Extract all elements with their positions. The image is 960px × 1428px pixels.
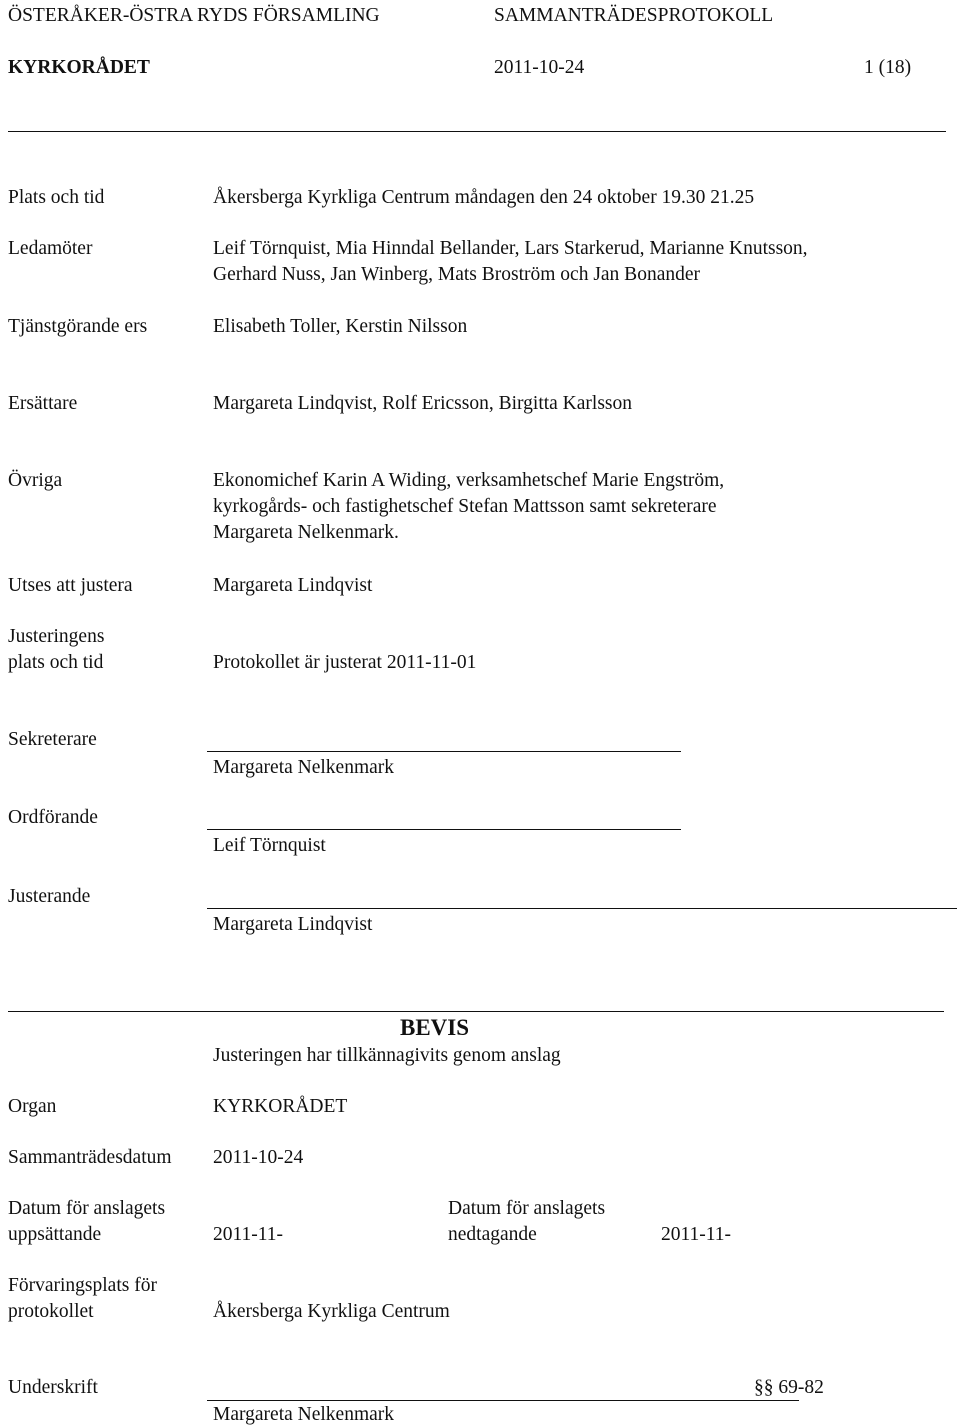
- storage-value: Åkersberga Kyrkliga Centrum: [213, 1301, 450, 1322]
- organ-value: KYRKORÅDET: [213, 1096, 348, 1117]
- bevis-subtitle: Justeringen har tillkännagivits genom anslag: [213, 1045, 561, 1066]
- document-type: SAMMANTRÄDESPROTOKOLL: [494, 5, 774, 26]
- chair-name: Leif Törnquist: [213, 835, 326, 856]
- others-line: Margareta Nelkenmark.: [213, 522, 399, 543]
- chair-signature-line: [207, 829, 681, 830]
- paragraph-range: §§ 69-82: [754, 1377, 824, 1398]
- serving-value: Elisabeth Toller, Kerstin Nilsson: [213, 316, 468, 337]
- adjust-place-label: [8, 624, 104, 676]
- removal-label: [448, 1196, 605, 1248]
- adjuster-label: Utses att justera: [8, 575, 133, 596]
- parish-name: ÖSTERÅKER-ÖSTRA RYDS FÖRSAMLING: [8, 5, 380, 26]
- adjust-place-label-line: Justeringens: [8, 626, 105, 647]
- others-line: kyrkogårds- och fastighetschef Stefan Mattsson samt sekreterare: [213, 496, 717, 517]
- place-label: Plats och tid: [8, 187, 105, 208]
- adjust-place-label-line: plats och tid: [8, 652, 104, 673]
- removal-label-line: nedtagande: [448, 1224, 537, 1245]
- bevis-divider: [8, 1011, 944, 1012]
- storage-label: [8, 1273, 157, 1325]
- others-label: Övriga: [8, 470, 63, 491]
- secretary-signature-line: [207, 751, 681, 752]
- bevis-title: BEVIS: [400, 1015, 470, 1040]
- chair-label: Ordförande: [8, 807, 98, 828]
- adjuster-value: Margareta Lindqvist: [213, 575, 373, 596]
- signer-name: Margareta Nelkenmark: [213, 1404, 395, 1425]
- others-value: [213, 468, 724, 546]
- adjuster-name: Margareta Lindqvist: [213, 914, 373, 935]
- final-signature-line: [207, 1400, 799, 1401]
- members-value: [213, 236, 808, 288]
- substitutes-label: Ersättare: [8, 393, 78, 414]
- adjust-place-value: Protokollet är justerat 2011-11-01: [213, 652, 477, 673]
- adjuster-signature-line: [207, 908, 957, 909]
- secretary-label: Sekreterare: [8, 729, 97, 750]
- storage-label-line: Förvaringsplats för: [8, 1275, 157, 1296]
- members-line: Leif Törnquist, Mia Hinndal Bellander, Lars Starkerud, Marianne Knutsson,: [213, 238, 808, 259]
- members-line: Gerhard Nuss, Jan Winberg, Mats Broström och Jan Bonander: [213, 264, 700, 285]
- posting-value: 2011-11-: [213, 1224, 284, 1245]
- meeting-date-value: 2011-10-24: [213, 1147, 304, 1168]
- secretary-name: Margareta Nelkenmark: [213, 757, 395, 778]
- substitutes-value: Margareta Lindqvist, Rolf Ericsson, Birgitta Karlsson: [213, 393, 633, 414]
- place-value: Åkersberga Kyrkliga Centrum måndagen den 24 oktober 19.30 21.25: [213, 187, 755, 208]
- adjuster-signature-label: Justerande: [8, 886, 91, 907]
- header-date: 2011-10-24: [494, 57, 585, 78]
- organ-label: Organ: [8, 1096, 57, 1117]
- serving-label: Tjänstgörande ers: [8, 316, 148, 337]
- posting-label-line: Datum för anslagets: [8, 1198, 166, 1219]
- header-divider: [8, 131, 946, 132]
- members-label: Ledamöter: [8, 238, 93, 259]
- page-number: 1 (18): [864, 57, 912, 78]
- meeting-date-label: Sammanträdesdatum: [8, 1147, 172, 1168]
- removal-label-line: Datum för anslagets: [448, 1198, 606, 1219]
- body-name: KYRKORÅDET: [8, 57, 150, 78]
- storage-label-line: protokollet: [8, 1301, 94, 1322]
- removal-value: 2011-11-: [661, 1224, 732, 1245]
- signature-label: Underskrift: [8, 1377, 98, 1398]
- posting-label: [8, 1196, 165, 1248]
- others-line: Ekonomichef Karin A Widing, verksamhetschef Marie Engström,: [213, 470, 725, 491]
- posting-label-line: uppsättande: [8, 1224, 102, 1245]
